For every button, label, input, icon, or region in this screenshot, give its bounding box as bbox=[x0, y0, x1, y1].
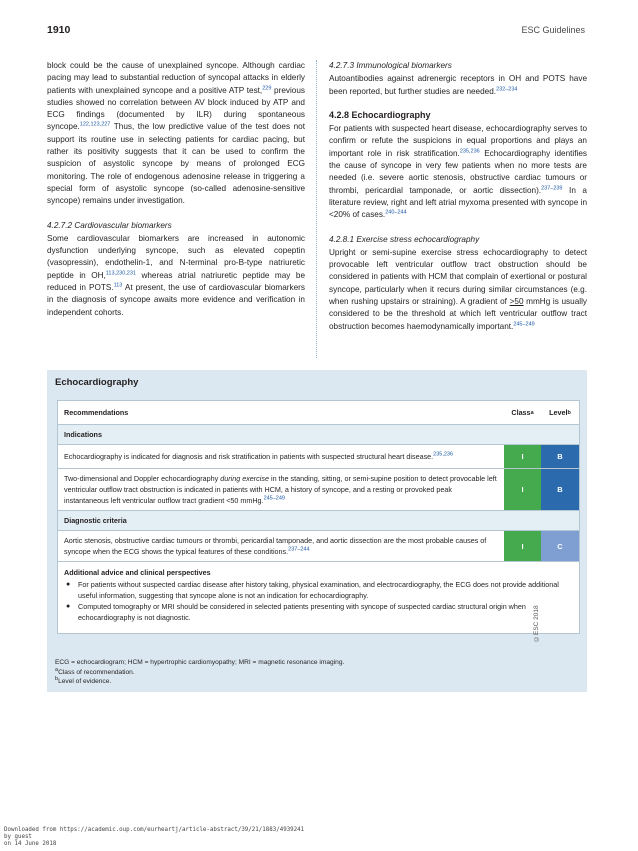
recommendation-text bbox=[58, 531, 504, 561]
two-column-body bbox=[47, 60, 587, 360]
text-run: Some cardiovascular biomarkers are increased in autonomic dysfunction underlying syncope, such as elevated copeptin (vasopressin), endothelin-1, and N-terminal pro-B-type natriuretic peptide in OH, bbox=[47, 233, 305, 280]
advice-text: Computed tomography or MRI should be considered in selected patients presenting with syncope of suspected cardiac structural origin when echocardiography is not diagnostic. bbox=[78, 602, 526, 622]
reference[interactable]: 232–234 bbox=[496, 85, 518, 92]
advice-title: Additional advice and clinical perspectives bbox=[64, 568, 211, 577]
paragraph-immunological-biomarkers bbox=[329, 73, 587, 98]
level-badge: B bbox=[541, 469, 579, 510]
section-label: Diagnostic criteria bbox=[64, 516, 127, 525]
abbreviations: ECG = echocardiogram; HCM = hypertrophic cardiomyopathy; MRI = magnetic resonance imaging. bbox=[55, 659, 345, 666]
level-badge: B bbox=[541, 445, 579, 468]
advice-section bbox=[58, 562, 579, 633]
table-row bbox=[58, 469, 579, 511]
advice-text: For patients without suspected cardiac disease after history taking, physical examination, and electrocardiography, the ECG does not provide additional useful information, suggesting that syncope alone is not an indication for echocardiography. bbox=[78, 580, 559, 600]
download-note: Downloaded from https://academic.oup.com/eurheartj/article-abstract/39/21/1883/4939241 by guest on 14 June 2018 bbox=[4, 827, 305, 847]
bullet-icon: ● bbox=[66, 603, 71, 610]
subsection-heading-cardiovascular-biomarkers: 4.2.7.2 Cardiovascular biomarkers bbox=[47, 220, 172, 230]
text-run: in the standing, sitting, or semi-supine position to detect provocable left ventricular outflow tract obstruction is indicated in patients with HCM, a history of syncope, and a resting or provoked peak instantaneous left ventricular outflow tract gradient <50 mmHg. bbox=[64, 474, 497, 505]
reference[interactable]: 240–244 bbox=[385, 209, 407, 216]
text-run: Autoantibodies against adrenergic receptors in OH and POTS have been reported, but further studies are needed. bbox=[329, 74, 587, 96]
right-column bbox=[329, 60, 587, 333]
footnote-marker: a bbox=[55, 666, 59, 673]
table-row bbox=[58, 531, 579, 562]
emphasis: during exercise bbox=[220, 474, 269, 483]
text-run: Thus, the low predictive value of the test does not support its routine use in selecting patients for cardiac pacing, but rather its positivity suggests that it can be used to confirm the suspicion of asystolic syncope by means of prolonged ECG monitoring. The role of endogenous adenosine release in triggering a special form of asystolic syncope (so-called adenosine-sensitive syncope) remains under investigation. bbox=[47, 122, 305, 206]
footnote bbox=[55, 668, 344, 678]
footnote bbox=[55, 677, 344, 687]
paragraph-echocardiography bbox=[329, 123, 587, 221]
reference[interactable]: 113 bbox=[113, 282, 123, 289]
text-run: mmHg is usually considered to be the threshold at which left ventricular outflow tract obstruction becomes haemodynamically important. bbox=[329, 297, 587, 331]
class-badge: I bbox=[504, 469, 541, 510]
level-badge: C bbox=[541, 531, 579, 561]
table-row bbox=[58, 445, 579, 469]
reference[interactable]: 245–249 bbox=[513, 320, 535, 327]
header-class-label: Class bbox=[511, 408, 531, 417]
recommendation-table bbox=[57, 400, 580, 634]
list-item bbox=[66, 601, 573, 623]
column-divider bbox=[316, 60, 317, 358]
bullet-icon: ● bbox=[66, 581, 71, 588]
list-item bbox=[66, 579, 573, 601]
header-level-label: Level bbox=[549, 408, 568, 417]
reference[interactable]: 229 bbox=[262, 84, 272, 91]
reference[interactable]: 235,236 bbox=[459, 148, 480, 155]
text-run: Two-dimensional and Doppler echocardiography bbox=[64, 474, 221, 483]
page-header bbox=[47, 24, 585, 42]
left-column bbox=[47, 60, 305, 319]
advice-row bbox=[58, 562, 579, 633]
recommendation-box bbox=[47, 370, 587, 692]
subsection-heading-immunological-biomarkers: 4.2.7.3 Immunological biomarkers bbox=[329, 61, 452, 70]
paragraph-exercise-stress-echo bbox=[329, 247, 587, 333]
section-label: Indications bbox=[64, 430, 102, 439]
copyright-watermark: ©ESC 2018 bbox=[533, 605, 540, 642]
section-row-indications bbox=[58, 425, 579, 445]
footnote-text: Level of evidence. bbox=[58, 678, 112, 685]
reference[interactable]: 122,123,227 bbox=[79, 121, 111, 128]
text-run: Upright or semi-supine exercise stress echocardiography to detect provocable left ventricular outflow tract obstruction should be considered in patients with HCM that complain of exertional or postural syncope, particularly when it recurs during similar circumstances (e.g. when rushing upstairs or straining). A gradient of bbox=[329, 247, 587, 307]
reference[interactable]: 235,236 bbox=[433, 451, 454, 458]
class-badge: I bbox=[504, 531, 541, 561]
text-run: Aortic stenosis, obstructive cardiac tumours or thrombi, pericardial tamponade, and aortic dissection are the most probable causes of syncope when the ECG shows the typical features of these conditions. bbox=[64, 536, 487, 556]
text-run: In a literature review, right and left atrial myxoma presented with syncope in <20% of cases. bbox=[329, 185, 587, 220]
text-run: whereas atrial natriuretic peptide may be reduced in POTS. bbox=[47, 270, 305, 293]
running-title: ESC Guidelines bbox=[521, 25, 585, 35]
text-run: previous studies showed no correlation between AV block induced by ATP and ECG findings (documented by ILR) during spontaneous syncope. bbox=[47, 85, 305, 132]
header-recommendations: Recommendations bbox=[64, 408, 129, 417]
reference[interactable]: 237–244 bbox=[288, 546, 310, 553]
text-run: Echocardiography is indicated for diagnosis and risk stratification in patients with suspected structural heart disease. bbox=[64, 452, 434, 461]
reference[interactable]: 237–239 bbox=[541, 184, 563, 191]
footnote-text: Class of recommendation. bbox=[58, 668, 135, 676]
class-badge: I bbox=[504, 445, 541, 468]
recommendation-text bbox=[58, 469, 504, 510]
text-run: Echocardiography identifies the cause of syncope in very few patients when no more tests are needed (i.e. severe aortic stenosis, obstructive cardiac tumours or thrombi, pericardial tamponade, or aortic dissection). bbox=[329, 148, 587, 195]
subsection-heading-exercise-stress-echo: 4.2.8.1 Exercise stress echocardiography bbox=[329, 234, 480, 244]
header-level: Level b bbox=[549, 408, 571, 417]
header-class: Class a bbox=[511, 408, 534, 417]
page-number: 1910 bbox=[47, 24, 71, 36]
paragraph-cardiovascular-biomarkers bbox=[47, 233, 305, 319]
footnote-marker: b bbox=[55, 675, 59, 682]
reference[interactable]: 245–249 bbox=[263, 495, 285, 502]
text-run: For patients with suspected heart disease, echocardiography serves to confirm or refute the suspicions in equal proportions and plays an important role in risk stratification. bbox=[329, 124, 587, 158]
section-heading-echocardiography: 4.2.8 Echocardiography bbox=[329, 109, 431, 120]
reference[interactable]: 113,230,231 bbox=[105, 270, 136, 277]
gradient-threshold: >50 bbox=[509, 297, 524, 307]
recommendation-text bbox=[58, 445, 504, 468]
paragraph-atp-test bbox=[47, 60, 305, 208]
recommendation-box-title: Echocardiography bbox=[55, 377, 139, 388]
table-footnotes bbox=[55, 658, 344, 687]
text-run: At present, the use of cardiovascular biomarkers in the diagnosis of syncope awaits more evidence and verification in independent cohorts. bbox=[47, 283, 306, 317]
text-run: block could be the cause of unexplained syncope. Although cardiac pacing may lead to substantial reduction of syncopal attacks in elderly patients with unexplained syncope and a positive ATP test, bbox=[47, 61, 305, 95]
table-header-row bbox=[58, 401, 579, 425]
section-row-diagnostic-criteria bbox=[58, 511, 579, 531]
